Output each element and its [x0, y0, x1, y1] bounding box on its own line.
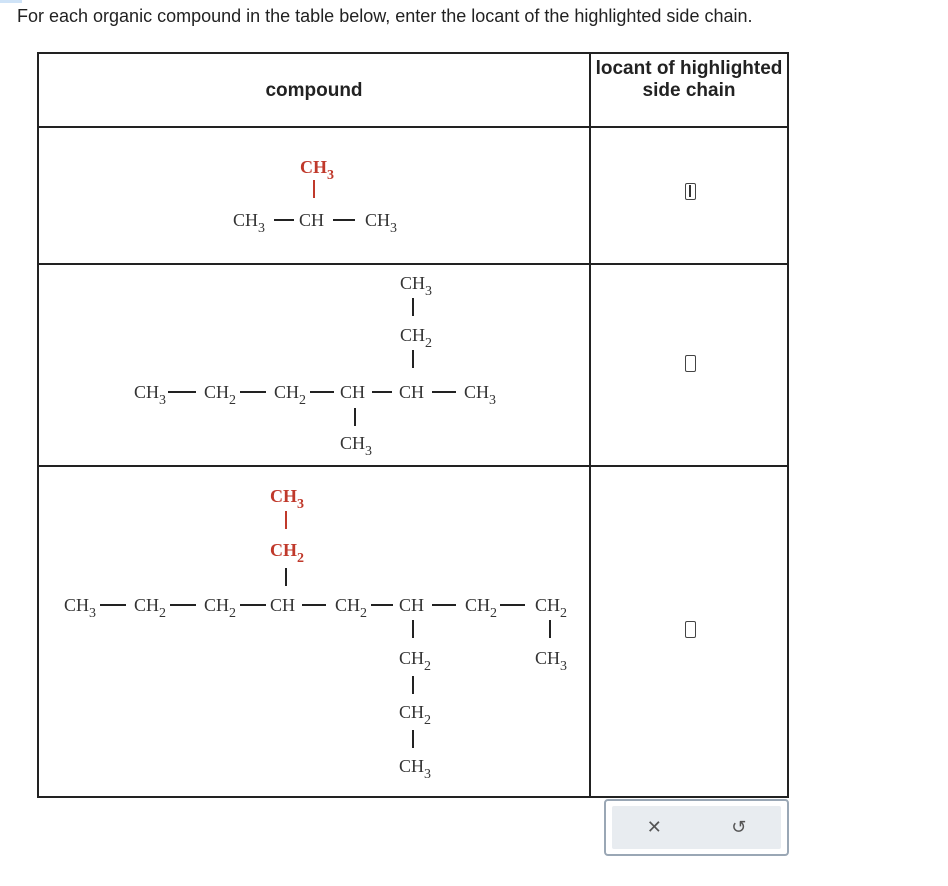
reset-button[interactable] — [697, 806, 782, 849]
atom-group: $CH_3$ — [365, 210, 398, 236]
close-icon: ✕ — [646, 817, 662, 837]
header-compound: compound — [265, 80, 363, 101]
atom-group: $CH_3$ — [399, 756, 432, 782]
atom-group: $CH_2$ — [465, 595, 498, 621]
side-chain-highlight: $CH_3$ — [300, 157, 334, 183]
atom-group: CH — [340, 382, 366, 402]
atom-group: $CH_2$ — [400, 325, 433, 351]
atom-group: $CH_2$ — [335, 595, 368, 621]
question-prompt: For each organic compound in the table below, enter the locant of the highlighted side chain. — [17, 6, 753, 26]
atom-group: $CH_2$ — [204, 382, 237, 408]
atom-group: $CH_3$ — [464, 382, 497, 408]
atom-group: $CH_3$ — [64, 595, 97, 621]
answer-input-1[interactable] — [685, 183, 696, 200]
atom-group: $CH_2$ — [399, 702, 432, 728]
header-locant: locant of highlighted side chain — [595, 58, 783, 101]
answer-input-2[interactable] — [685, 355, 696, 372]
atom-group: $CH_3$ — [233, 210, 266, 236]
undo-icon: ↺ — [731, 817, 747, 837]
clear-button[interactable] — [612, 806, 697, 849]
atom-group: $CH_2$ — [399, 648, 432, 674]
answer-toolbar — [604, 799, 789, 856]
atom-group: $CH_2$ — [204, 595, 237, 621]
atom-group: $CH_3$ — [535, 648, 568, 674]
atom-group: CH — [399, 382, 425, 402]
atom-group: $CH_3$ — [400, 273, 433, 299]
atom-group: $CH_2$ — [274, 382, 307, 408]
answer-input-3[interactable] — [685, 621, 696, 638]
atom-group: $CH_2$ — [535, 595, 568, 621]
atom-group: $CH_3$ — [340, 433, 373, 459]
side-chain-highlight: $CH_3$ — [270, 486, 304, 512]
atom-group: $CH_2$ — [134, 595, 167, 621]
atom-group: CH — [270, 595, 296, 615]
atom-group: CH — [399, 595, 425, 615]
atom-group: CH — [299, 210, 325, 230]
side-chain-highlight: $CH_2$ — [270, 540, 304, 566]
atom-group: $CH_3$ — [134, 382, 167, 408]
